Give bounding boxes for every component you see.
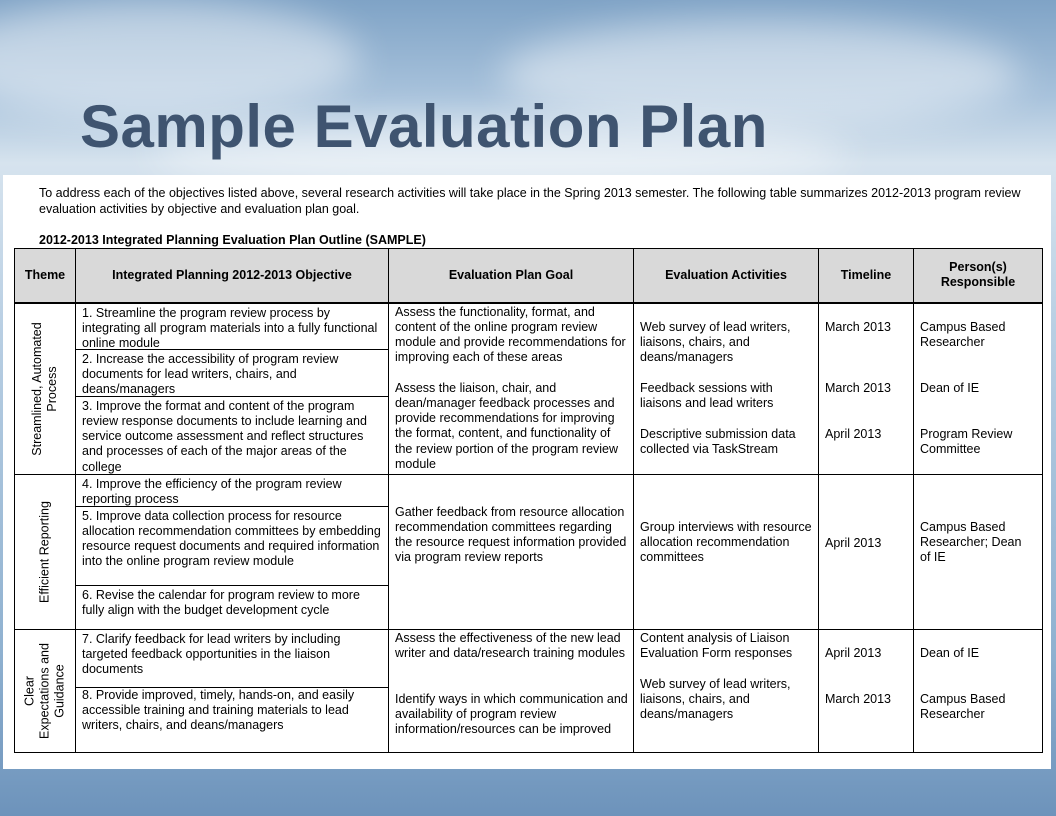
header-timeline: Timeline <box>819 249 914 303</box>
theme-cell <box>15 629 76 752</box>
activity-item: Web survey of lead writers, liaisons, chairs, and deans/managers <box>640 319 791 365</box>
goal-item: Identify ways in which communication and availability of program review information/resources can be improved <box>395 691 628 737</box>
goal-cell <box>389 629 634 752</box>
goal-item: Assess the liaison, chair, and dean/manager feedback processes and provide recommendations for improving the format, content, and functionality of the review portion of the program review module <box>395 380 619 471</box>
persons-cell <box>914 474 1043 629</box>
person-item: Campus Based Researcher <box>920 691 1006 721</box>
header-goal: Evaluation Plan Goal <box>389 249 634 303</box>
objective-cell <box>76 474 389 629</box>
activities-cell <box>634 629 819 752</box>
activity-item: Content analysis of Liaison Evaluation Form responses <box>640 630 793 660</box>
objective-item: 1. Streamline the program review process by integrating all program materials into a fully functional online module <box>76 304 388 350</box>
objective-item: 4. Improve the efficiency of the program review reporting process <box>76 475 388 507</box>
timeline-item: March 2013 <box>825 691 892 706</box>
goal-item: Gather feedback from resource allocation recommendation committees regarding the resource request information provided via program review reports <box>395 504 627 565</box>
goal-cell <box>389 474 634 629</box>
table-row <box>15 303 1043 475</box>
theme-label: Efficient Reporting <box>37 500 52 603</box>
objective-item: 3. Improve the format and content of the program review response documents to include learning and service outcome assessment and reflect structures and processes of each of the major areas of the college <box>82 398 367 474</box>
timeline-item: April 2013 <box>825 645 882 660</box>
timeline-cell <box>819 474 914 629</box>
activities-cell <box>634 474 819 629</box>
objective-cell <box>76 303 389 475</box>
goal-cell <box>389 303 634 475</box>
table-title: 2012-2013 Integrated Planning Evaluation Plan Outline (SAMPLE) <box>39 233 426 247</box>
activity-item: Web survey of lead writers, liaisons, chairs, and deans/managers <box>640 676 791 722</box>
theme-cell <box>15 474 76 629</box>
activity-item: Feedback sessions with liaisons and lead writers <box>640 380 774 410</box>
timeline-item: March 2013 <box>825 319 892 334</box>
person-item: Program Review Committee <box>920 426 1013 456</box>
timeline-item: April 2013 <box>825 426 882 441</box>
objective-item: 7. Clarify feedback for lead writers by including targeted feedback opportunities in the liaison documents <box>76 630 388 688</box>
table-row <box>15 629 1043 752</box>
evaluation-plan-table <box>14 248 1043 753</box>
person-item: Campus Based Researcher <box>920 319 1006 349</box>
persons-cell <box>914 629 1043 752</box>
header-theme: Theme <box>15 249 76 303</box>
table-row <box>15 474 1043 629</box>
objective-item: 2. Increase the accessibility of program review documents for lead writers, chairs, and deans/managers <box>76 350 388 397</box>
timeline-item: April 2013 <box>825 535 882 550</box>
theme-label: Streamlined, Automated Process <box>30 321 59 456</box>
activity-item: Group interviews with resource allocation recommendation committees <box>640 519 812 565</box>
slide-title: Sample Evaluation Plan <box>80 93 768 160</box>
person-item: Campus Based Researcher; Dean of IE <box>920 519 1022 565</box>
header-objective: Integrated Planning 2012-2013 Objective <box>76 249 389 303</box>
objective-cell <box>76 629 389 752</box>
person-item: Dean of IE <box>920 645 980 660</box>
persons-cell <box>914 303 1043 475</box>
theme-cell <box>15 303 76 475</box>
timeline-item: March 2013 <box>825 380 892 395</box>
timeline-cell <box>819 629 914 752</box>
goal-item: Assess the effectiveness of the new lead writer and data/research training modules <box>395 630 625 660</box>
timeline-cell <box>819 303 914 475</box>
header-row <box>15 249 1043 303</box>
activity-item: Descriptive submission data collected via TaskStream <box>640 426 796 456</box>
goal-item: Assess the functionality, format, and content of the online program review module and provide recommendations for improving each of these areas <box>395 304 626 365</box>
document-page <box>3 175 1051 769</box>
intro-paragraph: To address each of the objectives listed above, several research activities will take place in the Spring 2013 semester. The following table summarizes 2012-2013 program review evaluation activities by objective and evaluation plan goal. <box>39 186 1021 216</box>
person-item: Dean of IE <box>920 380 980 395</box>
theme-label: Clear Expectations and Guidance <box>22 642 67 739</box>
objective-item: 6. Revise the calendar for program review to more fully align with the budget development cycle <box>82 587 360 617</box>
objective-item: 5. Improve data collection process for resource allocation recommendation committees by embedding resource request documents and required information into the online program review module <box>76 507 388 586</box>
header-persons: Person(s) Responsible <box>914 249 1043 303</box>
objective-item: 8. Provide improved, timely, hands-on, and easily accessible training and training materials to lead writers, chairs, and deans/managers <box>82 687 355 733</box>
header-activities: Evaluation Activities <box>634 249 819 303</box>
activities-cell <box>634 303 819 475</box>
